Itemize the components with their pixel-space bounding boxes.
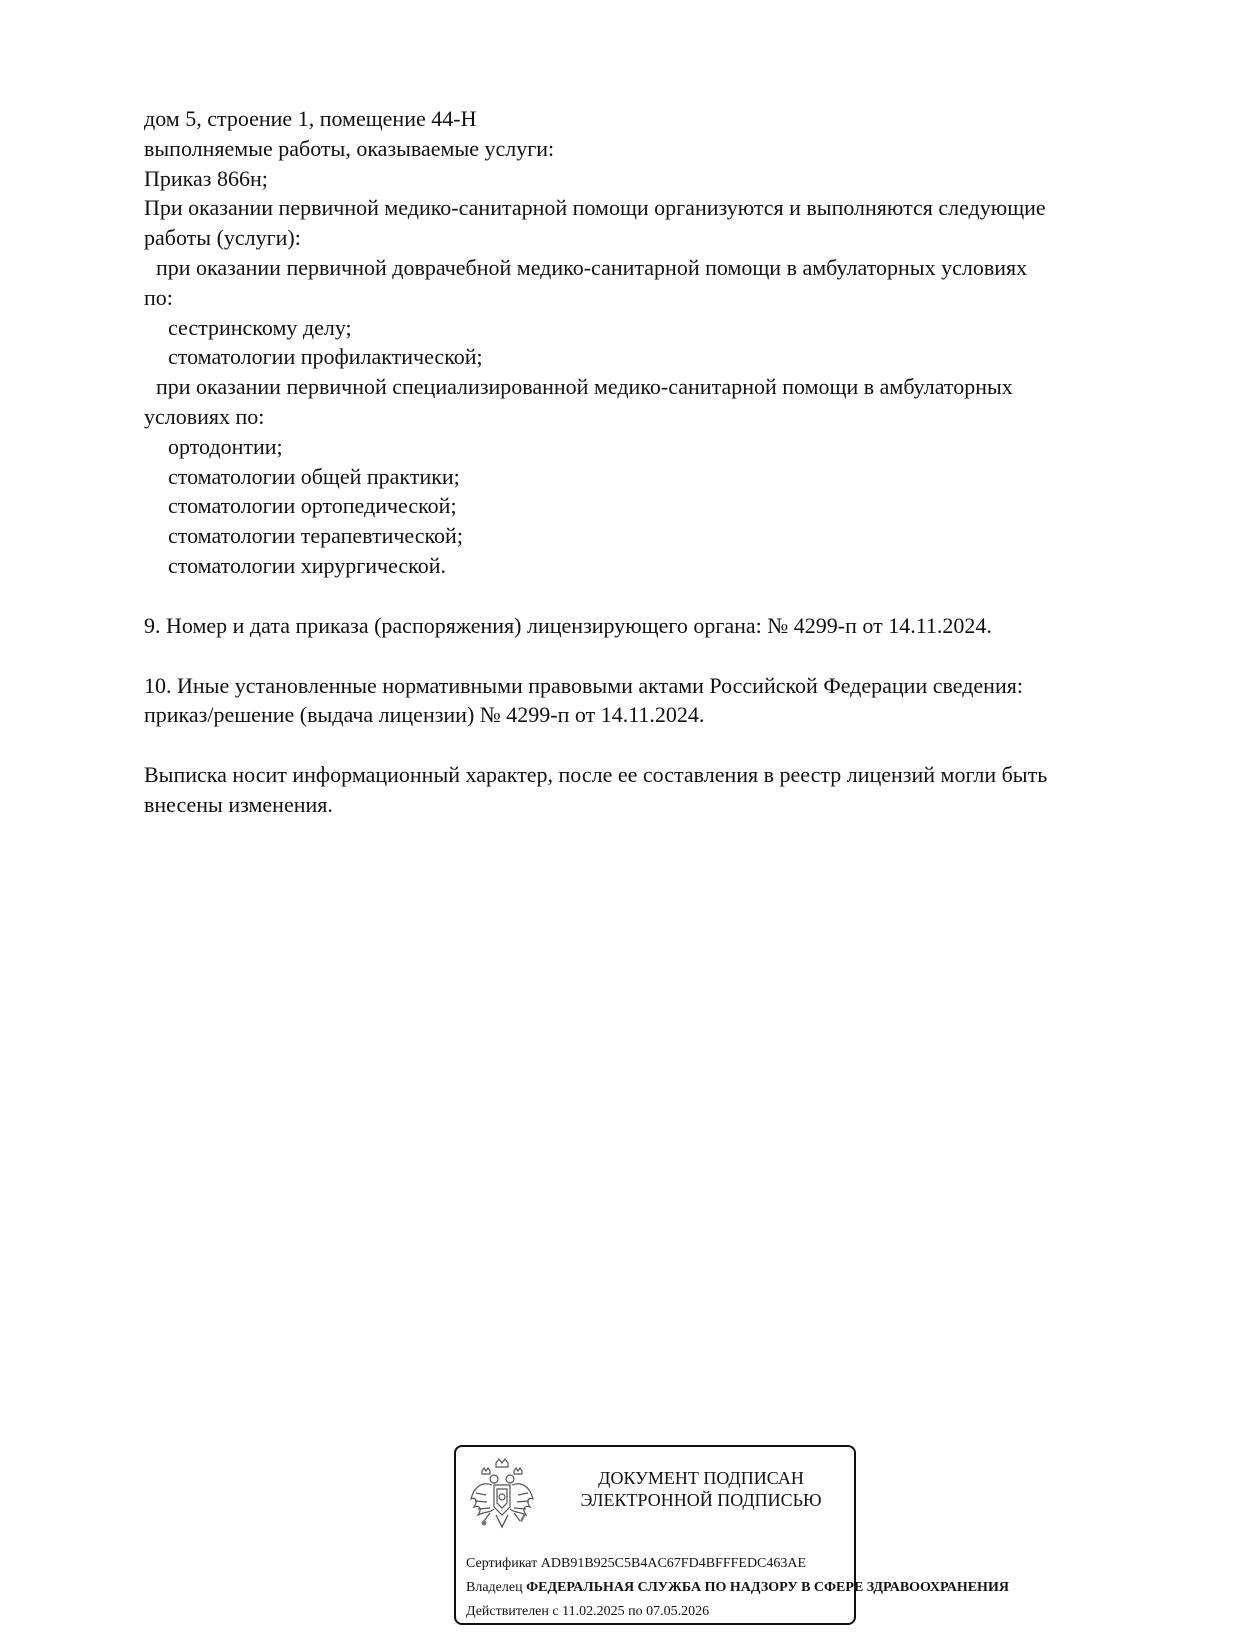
stamp-title-line-2: ЭЛЕКТРОННОЙ ПОДПИСЬЮ: [580, 1490, 822, 1510]
certificate-label: Сертификат: [466, 1556, 538, 1571]
specialized-care-heading: при оказании первичной специализированной медико-санитарной помощи в амбулаторных: [156, 374, 1013, 400]
validity-line: Действителен с 11.02.2025 по 07.05.2026: [466, 1604, 710, 1619]
stamp-title-line-1: ДОКУМЕНТ ПОДПИСАН: [598, 1468, 804, 1488]
specialized-care-heading-cont: условиях по:: [144, 403, 265, 429]
service-item: сестринскому делу;: [168, 314, 352, 340]
electronic-signature-stamp: [454, 1445, 1009, 1625]
certificate-line: [466, 1555, 806, 1573]
item-9-order-number: 9. Номер и дата приказа (распоряжения) лицензирующего органа: № 4299-п от 14.11.2024.: [144, 612, 992, 638]
prehospital-care-heading: при оказании первичной доврачебной медико-санитарной помощи в амбулаторных условиях: [156, 254, 1028, 280]
item-10-other-info: 10. Иные установленные нормативными правовыми актами Российской Федерации сведения:: [144, 672, 1023, 698]
disclaimer-note: Выписка носит информационный характер, после ее составления в реестр лицензий могли быть: [144, 762, 1048, 788]
item-10-other-info-cont: приказ/решение (выдача лицензии) № 4299-п от 14.11.2024.: [144, 702, 705, 728]
owner-value: ФЕДЕРАЛЬНАЯ СЛУЖБА ПО НАДЗОРУ В СФЕРЕ ЗДРАВООХРАНЕНИЯ: [526, 1580, 1009, 1595]
owner-line: [466, 1579, 1009, 1597]
address-line: дом 5, строение 1, помещение 44-Н: [144, 106, 477, 131]
spacer: [144, 581, 1144, 611]
services-intro: При оказании первичной медико-санитарной помощи организуются и выполняются следующие: [144, 195, 1046, 221]
prehospital-care-heading-cont: по:: [144, 284, 173, 310]
service-item: стоматологии ортопедической;: [168, 493, 457, 519]
disclaimer-note-cont: внесены изменения.: [144, 791, 333, 817]
order-reference: Приказ 866н;: [144, 165, 268, 191]
service-item: стоматологии профилактической;: [168, 344, 483, 370]
certificate-value: ADB91B925C5B4AC67FD4BFFFEDC463AE: [540, 1556, 807, 1571]
owner-label: Владелец: [466, 1580, 523, 1595]
russian-coat-of-arms-emblem: [468, 1457, 536, 1535]
spacer: [144, 730, 1144, 760]
services-intro-cont: работы (услуги):: [144, 225, 301, 251]
spacer: [144, 641, 1144, 671]
service-item: ортодонтии;: [168, 433, 283, 459]
document-body: [144, 104, 1144, 820]
service-item: стоматологии терапевтической;: [168, 523, 463, 549]
stamp-title: [556, 1467, 846, 1511]
service-item: стоматологии хирургической.: [168, 552, 446, 578]
service-item: стоматологии общей практики;: [168, 463, 460, 489]
services-heading: выполняемые работы, оказываемые услуги:: [144, 135, 555, 161]
